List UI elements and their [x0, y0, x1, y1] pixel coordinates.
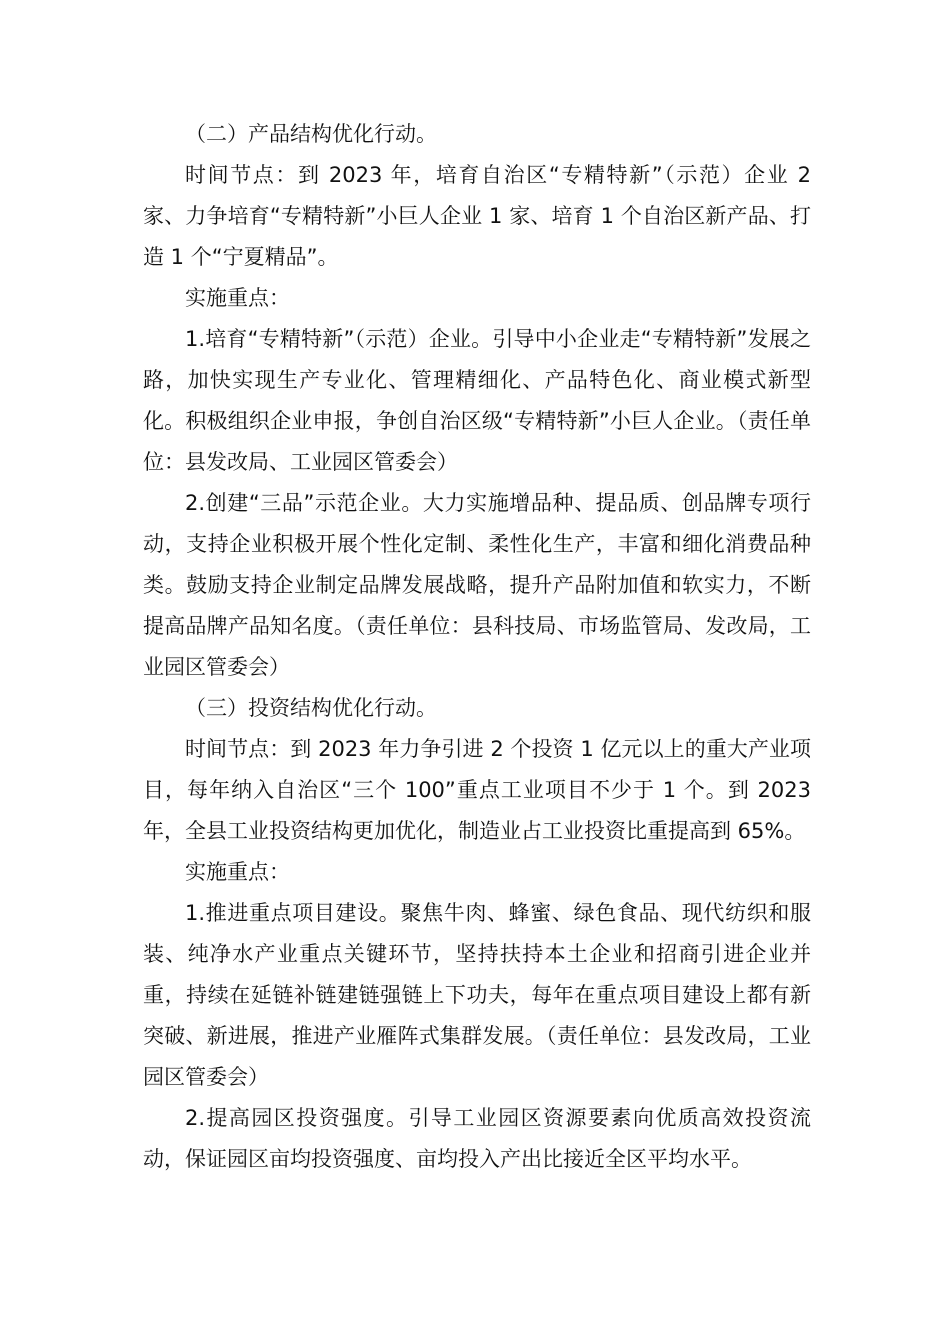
paragraph-item-specialized-enterprises: 1.培育“专精特新”（示范）企业。引导中小企业走“专精特新”发展之路，加快实现生产专业化、管理精细化、产品特色化、商业模式新型化。积极组织企业申报，争创自治区级“专精特新”小巨人企业。（责任单位：县发改局、工业园区管委会） [143, 327, 811, 474]
paragraph-implementation-label: 实施重点： [185, 860, 290, 884]
paragraph-item-key-projects: 1.推进重点项目建设。聚焦牛肉、蜂蜜、绿色食品、现代纺织和服装、纯净水产业重点关键环节，坚持扶持本土企业和招商引进企业并重，持续在延链补链建链强链上下功夫，每年在重点项目建设上都有新突破、新进展，推进产业雁阵式集群发展。（责任单位：县发改局，工业园区管委会） [143, 901, 811, 1089]
paragraph-timeline-investment: 时间节点：到 2023 年力争引进 2 个投资 1 亿元以上的重大产业项目，每年纳入自治区“三个 100”重点工业项目不少于 1 个。到 2023 年，全县工业投资结构更加优化，制造业占工业投资比重提高到 65%。 [143, 737, 811, 843]
section-heading-investment-structure: （三）投资结构优化行动。 [185, 696, 437, 720]
paragraph-item-park-investment: 2.提高园区投资强度。引导工业园区资源要素向优质高效投资流动，保证园区亩均投资强度、亩均投入产出比接近全区平均水平。 [143, 1106, 811, 1171]
paragraph-item-three-products: 2.创建“三品”示范企业。大力实施增品种、提品质、创品牌专项行动，支持企业积极开展个性化定制、柔性化生产，丰富和细化消费品种类。鼓励支持企业制定品牌发展战略，提升产品附加值和软实力，不断提高品牌产品知名度。（责任单位：县科技局、市场监管局、发改局，工业园区管委会） [143, 491, 811, 679]
paragraph-timeline-product: 时间节点：到 2023 年，培育自治区“专精特新”（示范）企业 2 家、力争培育“专精特新”小巨人企业 1 家、培育 1 个自治区新产品、打造 1 个“宁夏精品”。 [143, 163, 811, 269]
document-page [143, 114, 811, 1180]
section-heading-product-structure: （二）产品结构优化行动。 [185, 122, 437, 146]
paragraph-implementation-label: 实施重点： [185, 286, 290, 310]
